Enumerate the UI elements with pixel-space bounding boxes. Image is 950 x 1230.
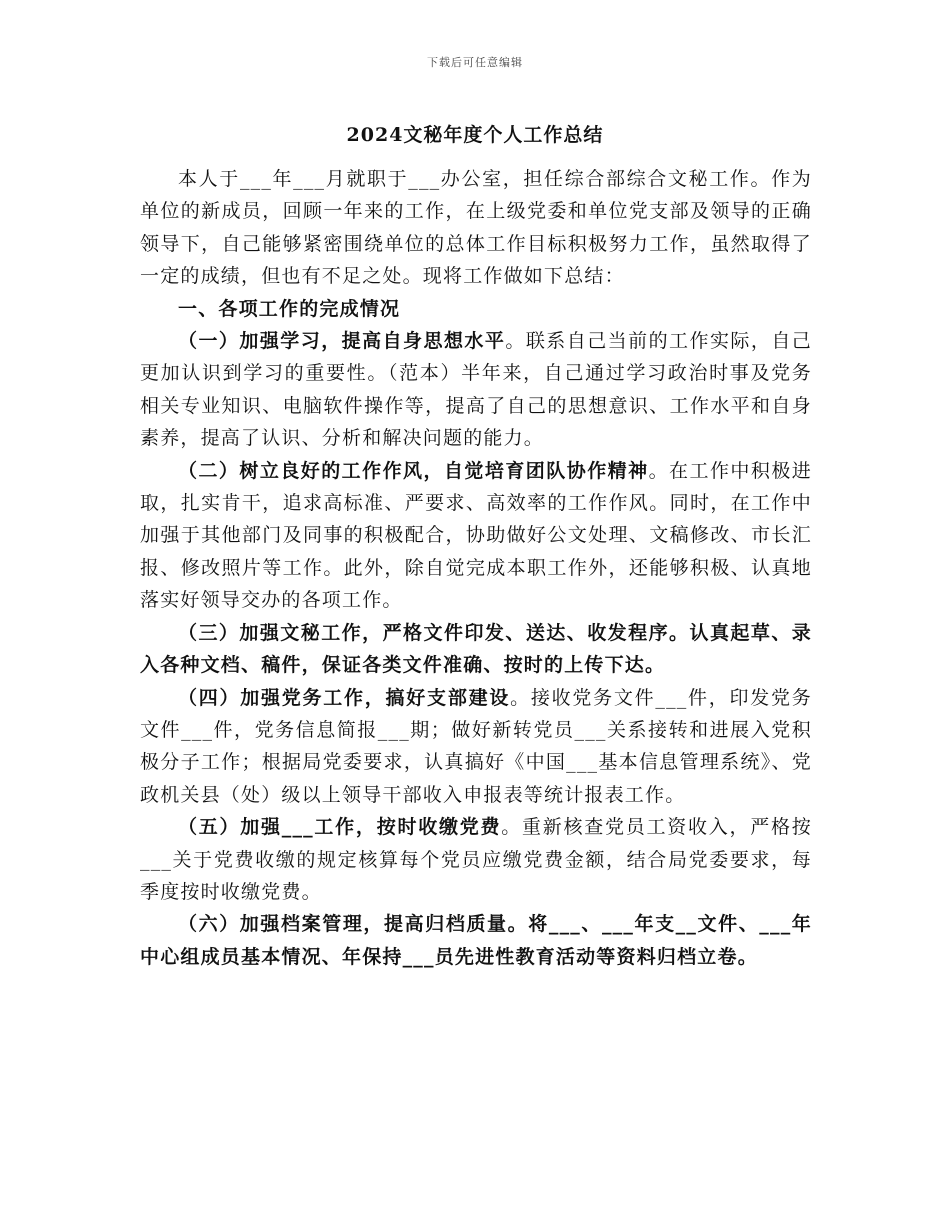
item-lead: （二）树立良好的工作作风，自觉培育团队协作精神 xyxy=(178,459,649,482)
item-lead: （六）加强档案管理，提高归档质量。将___、___年支__文件、___年中心组成员基本情况、年保持___员先进性教育活动等资料归档立卷。 xyxy=(140,913,812,968)
item-paragraph-6 xyxy=(140,908,812,973)
intro-paragraph: 本人于___年___月就职于___办公室，担任综合部综合文秘工作。作为单位的新成员，回顾一年来的工作，在上级党委和单位党支部及领导的正确领导下，自己能够紧密围绕单位的总体工作目标积极努力工作，虽然取得了一定的成绩，但也有不足之处。现将工作做如下总结： xyxy=(140,168,812,288)
document-title: 2024文秘年度个人工作总结 xyxy=(346,124,604,146)
document-body xyxy=(140,163,812,973)
item-body: 。重新核查党员工资收入，严格按___关于党费收缴的规定核算每个党员应缴党费金额，结合局党委要求，每季度按时收缴党费。 xyxy=(140,816,812,903)
item-paragraph-1 xyxy=(140,325,812,455)
item-paragraph-5 xyxy=(140,811,812,908)
item-paragraph-3 xyxy=(140,617,812,682)
item-body: 。接收党务文件___件，印发党务文件___件，党务信息简报___期；做好新转党员___关系接转和进展入党积极分子工作；根据局党委要求，认真搞好《中国___基本信息管理系统》、党政机关县（处）级以上领导干部收入申报表等统计报表工作。 xyxy=(140,686,813,806)
section-heading: 一、各项工作的完成情况 xyxy=(178,297,401,320)
item-body: 。在工作中积极进取，扎实肯干，追求高标准、严要求、高效率的工作作风。同时，在工作中加强于其他部门及同事的积极配合，协助做好公文处理、文稿修改、市长汇报、修改照片等工作。此外，除自觉完成本职工作外，还能够积极、认真地落实好领导交办的各项工作。 xyxy=(140,459,812,612)
item-lead: （三）加强文秘工作，严格文件印发、送达、收发程序。认真起草、录入各种文档、稿件，保证各类文件准确、按时的上传下达。 xyxy=(140,621,812,677)
item-paragraph-4 xyxy=(140,682,812,812)
item-paragraph-2 xyxy=(140,455,812,617)
item-lead: （四）加强党务工作，搞好支部建设 xyxy=(178,686,511,709)
item-body: 。联系自己当前的工作实际，自己更加认识到学习的重要性。（范本）半年来，自己通过学习政治时事及党务相关专业知识、电脑软件操作等，提高了自己的思想意识、工作水平和自身素养，提高了认识、分析和解决问题的能力。 xyxy=(140,330,812,450)
item-lead: （一）加强学习，提高自身思想水平 xyxy=(178,330,506,353)
item-lead: （五）加强___工作，按时收缴党费 xyxy=(178,816,502,839)
page-header-note: 下载后可任意编辑 xyxy=(427,56,523,69)
